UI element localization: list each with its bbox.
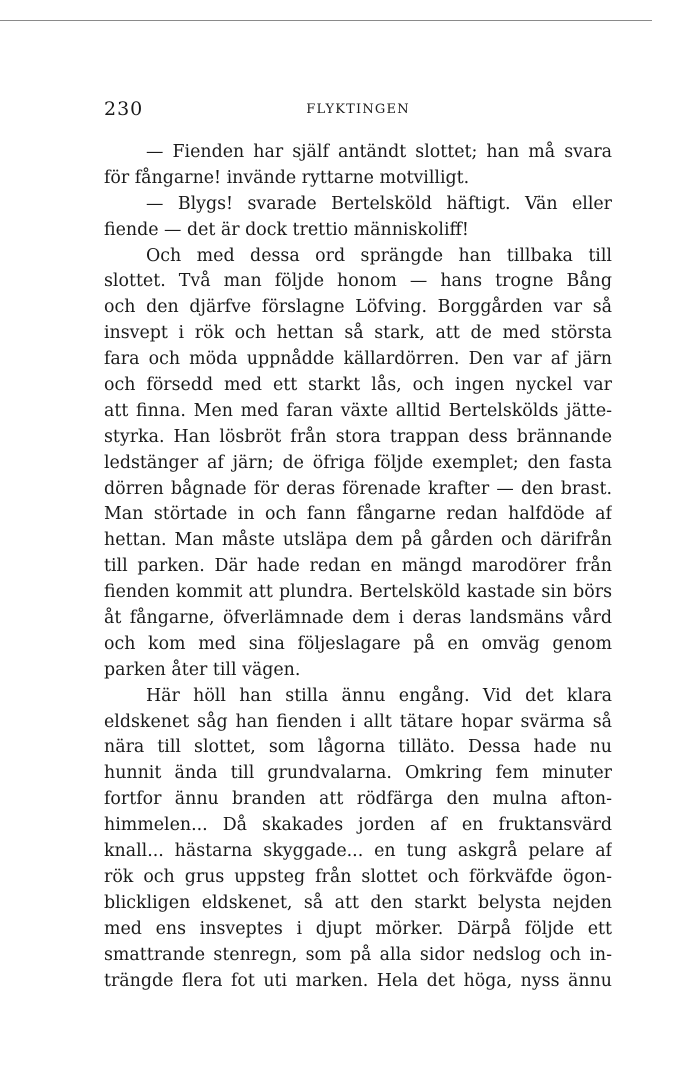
text-line: blickligen eldskenet, så att den starkt belysta nejden: [104, 892, 612, 913]
page-number: 230: [104, 98, 144, 120]
text-line: Man störtade in och fann fångarne redan halfdöde af: [104, 504, 612, 525]
text-line: fara och möda uppnådde källardörren. Den var af järn: [104, 349, 612, 370]
text-line: fiende — det är dock trettio människoliff!: [104, 219, 469, 240]
text-line: rök och grus uppsteg från slottet och förkväfde ögon-: [104, 866, 612, 887]
text-line: åt fångarne, öfverlämnade dem i deras landsmäns vård: [104, 608, 612, 629]
text-line: och kom med sina följeslagare på en omväg genom: [104, 633, 612, 654]
text-line: — Blygs! svarade Bertelsköld häftigt. Vän eller: [146, 193, 612, 214]
text-line: trängde flera fot uti marken. Hela det höga, nyss ännu: [104, 970, 612, 991]
text-line: parken åter till vägen.: [104, 659, 301, 680]
page-header: [104, 98, 612, 122]
text-line: styrka. Han lösbröt från stora trappan dess brännande: [104, 426, 612, 447]
text-line: med ens insveptes i djupt mörker. Därpå följde ett: [104, 918, 612, 939]
text-line: till parken. Där hade redan en mängd marodörer från: [104, 556, 612, 577]
text-line: hunnit ända till grundvalarna. Omkring fem minuter: [104, 763, 612, 784]
text-line: och försedd med ett starkt lås, och ingen nyckel var: [104, 375, 612, 396]
text-line: Här höll han stilla ännu engång. Vid det klara: [146, 685, 612, 706]
text-line: och den djärfve förslagne Löfving. Borggården var så: [104, 297, 612, 318]
body-text: [104, 140, 612, 994]
text-line: hettan. Man måste utsläpa dem på gården och därifrån: [104, 530, 612, 551]
top-rule: [0, 20, 652, 21]
text-line: Och med dessa ord sprängde han tillbaka till: [146, 245, 612, 266]
text-line: eldskenet såg han fienden i allt tätare hopar svärma så: [104, 711, 612, 732]
running-title: FLYKTINGEN: [306, 102, 410, 117]
text-line: att finna. Men med faran växte alltid Bertelskölds jätte-: [104, 400, 612, 421]
text-line: knall... hästarna skyggade... en tung askgrå pelare af: [104, 841, 612, 862]
text-line: dörren bågnade för deras förenade krafter — den brast.: [104, 478, 612, 499]
text-line: nära till slottet, som lågorna tilläto. Dessa hade nu: [104, 737, 612, 758]
text-line: — Fienden har själf antändt slottet; han må svara: [146, 142, 612, 162]
text-line: insvept i rök och hettan så stark, att de med största: [104, 323, 612, 344]
text-line: fienden kommit att plundra. Bertelsköld kastade sin börs: [104, 582, 612, 603]
text-line: ledstänger af järn; de öfriga följde exemplet; den fasta: [104, 452, 612, 473]
text-line: för fångarne! invände ryttarne motvilligt.: [104, 167, 470, 188]
text-line: slottet. Två man följde honom — hans trogne Bång: [104, 271, 612, 292]
text-line: smattrande stenregn, som på alla sidor nedslog och in-: [104, 944, 612, 965]
text-line: fortfor ännu branden att rödfärga den mulna afton-: [104, 789, 612, 810]
text-line: himmelen... Då skakades jorden af en fruktansvärd: [104, 815, 612, 836]
